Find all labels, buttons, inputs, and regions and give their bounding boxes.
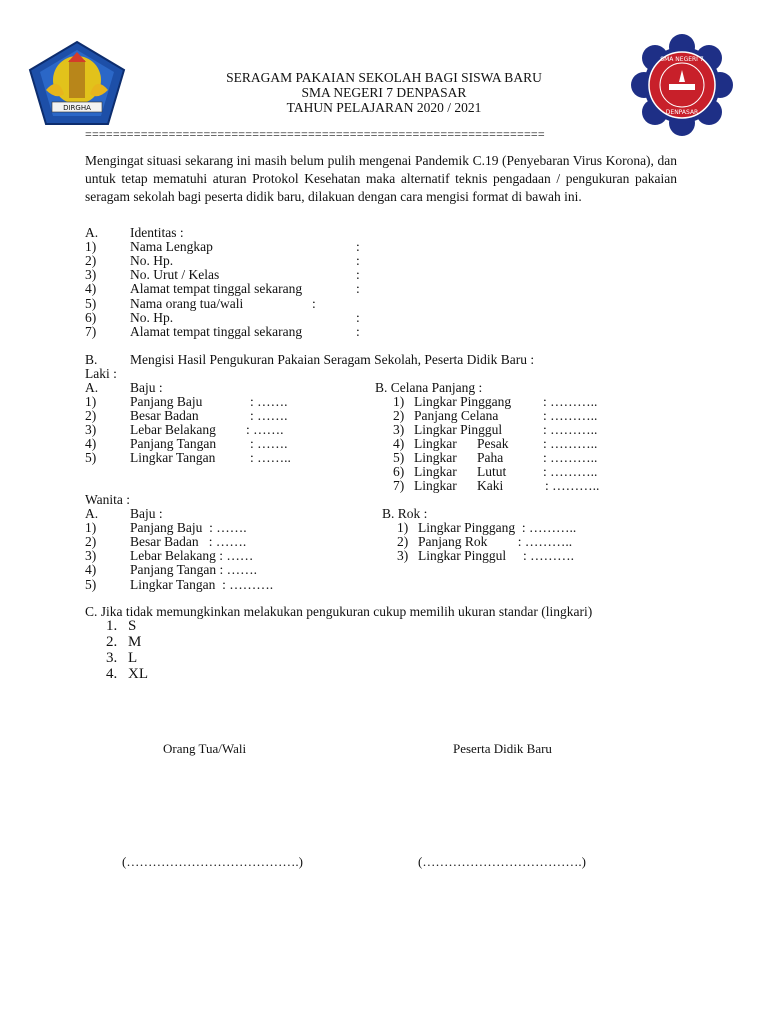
right-logo-top-text: SMA NEGERI 7	[660, 56, 704, 63]
laki-baju-title: Baju :	[130, 380, 163, 395]
header-school: SMA NEGERI 7 DENPASAR	[301, 85, 467, 100]
identitas-field[interactable]: :	[356, 239, 360, 254]
celana-num: 7)	[393, 478, 405, 493]
header-divider: ==================================================================	[85, 127, 545, 141]
laki-baju-field[interactable]: : …….	[250, 408, 288, 423]
laki-baju-num: 3)	[85, 422, 97, 437]
laki-baju-num: 1)	[85, 394, 97, 409]
identitas-num: 3)	[85, 267, 97, 282]
section-c-title: C. Jika tidak memungkinkan melakukan pengukuran cukup memilih ukuran standar (lingkari)	[85, 604, 593, 619]
celana-num: 3)	[393, 422, 405, 437]
intro-paragraph: Mengingat situasi sekarang ini masih belum pulih mengenai Pandemik C.19 (Penyebaran Virus Korona), dan untuk tetap mematuhi aturan Protokol Kesehatan maka alternatif teknis pengadaan / pengukuran pakaian seragam sekolah bagi peserta didik baru, dilakuan dengan cara mengisi format di bawah ini.	[85, 153, 677, 204]
section-b-title: Mengisi Hasil Pengukuran Pakaian Seragam Sekolah, Peserta Didik Baru :	[130, 352, 535, 367]
wanita-label: Wanita :	[85, 492, 131, 507]
laki-baju-num: 4)	[85, 436, 97, 451]
signature-student-title: Peserta Didik Baru	[453, 741, 552, 756]
wanita-baju-item[interactable]: Panjang Baju : …….	[130, 520, 247, 535]
celana-label: Lingkar Pesak	[414, 436, 509, 451]
rok-num: 2)	[397, 534, 409, 549]
identitas-field[interactable]: :	[356, 324, 360, 339]
celana-field[interactable]: : ………..	[543, 464, 598, 479]
rok-title: B. Rok :	[382, 506, 428, 521]
laki-baju-label: Panjang Baju	[130, 394, 203, 409]
size-option-l[interactable]: L	[128, 650, 138, 666]
signature-parent-line[interactable]: (………………………………….)	[122, 854, 303, 869]
laki-baju-label: Besar Badan	[130, 408, 199, 423]
rok-num: 1)	[397, 520, 409, 535]
header-year: TAHUN PELAJARAN 2020 / 2021	[286, 100, 482, 115]
celana-label: Lingkar Kaki	[414, 478, 504, 493]
laki-baju-marker: A.	[85, 380, 99, 395]
laki-baju-num: 2)	[85, 408, 97, 423]
identitas-num: 1)	[85, 239, 97, 254]
celana-label: Lingkar Paha	[414, 450, 504, 465]
wanita-baju-item[interactable]: Panjang Tangan : …….	[130, 562, 258, 577]
celana-num: 6)	[393, 464, 405, 479]
wanita-baju-marker: A.	[85, 506, 99, 521]
laki-baju-label: Panjang Tangan	[130, 436, 217, 451]
laki-baju-field[interactable]: : …….	[250, 436, 288, 451]
identitas-label: Nama orang tua/wali	[130, 296, 244, 311]
wanita-baju-item[interactable]: Besar Badan : …….	[130, 534, 247, 549]
identitas-field[interactable]: :	[356, 310, 360, 325]
celana-label: Lingkar Pinggang	[414, 394, 512, 409]
rok-num: 3)	[397, 548, 409, 563]
rok-item[interactable]: Panjang Rok : ………..	[418, 534, 573, 549]
rok-item[interactable]: Lingkar Pinggang : ………..	[418, 520, 577, 535]
section-a-title: Identitas :	[130, 225, 184, 240]
laki-label: Laki :	[85, 366, 117, 381]
identitas-field[interactable]: :	[356, 253, 360, 268]
celana-label: Panjang Celana	[414, 408, 499, 423]
identitas-label: Alamat tempat tinggal sekarang	[130, 324, 303, 339]
section-a-marker: A.	[85, 225, 99, 240]
celana-field[interactable]: : ………..	[543, 422, 598, 437]
size-option-m[interactable]: M	[128, 634, 142, 650]
celana-num: 4)	[393, 436, 405, 451]
wanita-baju-num: 1)	[85, 520, 97, 535]
identitas-label: Alamat tempat tinggal sekarang	[130, 281, 303, 296]
identitas-label: No. Urut / Kelas	[130, 267, 220, 282]
identitas-field[interactable]: :	[356, 267, 360, 282]
identitas-label: Nama Lengkap	[130, 239, 213, 254]
size-option-num: 2.	[106, 634, 118, 650]
celana-label: Lingkar Pinggul	[414, 422, 503, 437]
laki-baju-field[interactable]: : ……..	[250, 450, 291, 465]
celana-num: 1)	[393, 394, 405, 409]
laki-baju-label: Lebar Belakang	[130, 422, 216, 437]
size-option-s[interactable]: S	[128, 618, 137, 634]
signature-parent-title: Orang Tua/Wali	[163, 741, 247, 756]
laki-baju-field[interactable]: : …….	[246, 422, 284, 437]
celana-field[interactable]: : ………..	[543, 436, 598, 451]
identitas-num: 7)	[85, 324, 97, 339]
signature-student-line[interactable]: (……………………………….)	[418, 854, 586, 869]
laki-baju-field[interactable]: : …….	[250, 394, 288, 409]
identitas-num: 2)	[85, 253, 97, 268]
wanita-baju-title: Baju :	[130, 506, 163, 521]
celana-title: B. Celana Panjang :	[375, 380, 483, 395]
size-option-num: 3.	[106, 650, 118, 666]
wanita-baju-item[interactable]: Lebar Belakang : ……	[130, 548, 254, 563]
identitas-num: 4)	[85, 281, 97, 296]
wanita-baju-num: 2)	[85, 534, 97, 549]
celana-field[interactable]: : ………..	[543, 450, 598, 465]
right-logo-bottom-text: DENPASAR	[665, 109, 699, 116]
laki-baju-num: 5)	[85, 450, 97, 465]
celana-label: Lingkar Lutut	[414, 464, 507, 479]
identitas-label: No. Hp.	[130, 253, 174, 268]
wanita-baju-item[interactable]: Lingkar Tangan : ……….	[130, 577, 274, 592]
header-title: SERAGAM PAKAIAN SEKOLAH BAGI SISWA BARU	[226, 70, 542, 85]
size-option-num: 4.	[106, 666, 118, 682]
celana-field[interactable]: : ………..	[545, 478, 600, 493]
celana-num: 5)	[393, 450, 405, 465]
wanita-baju-num: 3)	[85, 548, 97, 563]
identitas-label: No. Hp.	[130, 310, 174, 325]
identitas-field[interactable]: :	[356, 281, 360, 296]
wanita-baju-num: 4)	[85, 562, 97, 577]
celana-field[interactable]: : ………..	[543, 394, 598, 409]
identitas-num: 5)	[85, 296, 97, 311]
identitas-num: 6)	[85, 310, 97, 325]
celana-num: 2)	[393, 408, 405, 423]
laki-baju-label: Lingkar Tangan	[130, 450, 216, 465]
size-option-xl[interactable]: XL	[128, 666, 148, 682]
section-b-marker: B.	[85, 352, 98, 367]
rok-item[interactable]: Lingkar Pinggul : ……….	[418, 548, 574, 563]
celana-field[interactable]: : ………..	[543, 408, 598, 423]
wanita-baju-num: 5)	[85, 577, 97, 592]
size-option-num: 1.	[106, 618, 118, 634]
identitas-field[interactable]: :	[312, 296, 316, 311]
left-logo-text: DIRGHA	[63, 104, 91, 112]
